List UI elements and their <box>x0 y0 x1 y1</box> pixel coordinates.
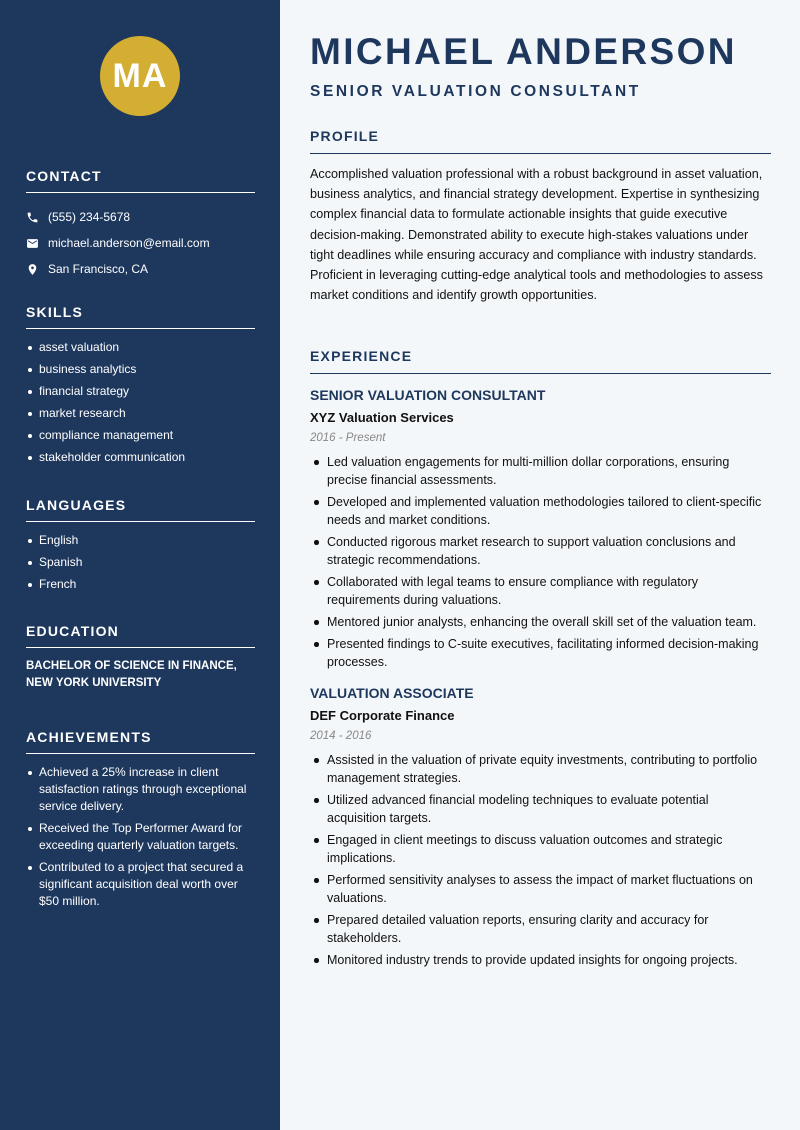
skill-item: asset valuation <box>26 339 255 356</box>
education-degree: BACHELOR OF SCIENCE IN FINANCE, NEW YORK UNIVERSITY <box>26 660 237 689</box>
language-item: English <box>26 532 255 549</box>
job-dates: 2016 - Present <box>310 432 386 444</box>
email-text: michael.anderson@email.com <box>48 236 210 250</box>
skill-item: business analytics <box>26 361 255 378</box>
achievement-item: Contributed to a project that secured a significant acquisition deal worth over $50 million. <box>26 859 255 910</box>
experience-section <box>310 348 771 973</box>
job-dates: 2014 - 2016 <box>310 730 372 742</box>
job-bullet: Mentored junior analysts, enhancing the overall skill set of the valuation team. <box>310 613 771 631</box>
job-bullet: Monitored industry trends to provide updated insights for ongoing projects. <box>310 951 771 969</box>
achievement-item: Achieved a 25% increase in client satisfaction ratings through exceptional service delivery. <box>26 764 255 815</box>
education-heading: EDUCATION <box>26 623 255 648</box>
sidebar <box>0 0 280 1130</box>
job-bullet: Developed and implemented valuation methodologies tailored to client-specific needs and market conditions. <box>310 493 771 529</box>
job-entry <box>310 685 771 969</box>
job-bullet: Conducted rigorous market research to support valuation conclusions and strategic recommendations. <box>310 533 771 569</box>
languages-heading: LANGUAGES <box>26 497 255 522</box>
job-bullet: Presented findings to C-suite executives, facilitating informed decision-making processes. <box>310 635 771 671</box>
contact-email <box>26 230 255 256</box>
candidate-title: SENIOR VALUATION CONSULTANT <box>310 83 641 100</box>
skill-item: compliance management <box>26 427 255 444</box>
job-bullet: Collaborated with legal teams to ensure compliance with regulatory requirements during valuations. <box>310 573 771 609</box>
job-bullets <box>310 751 771 969</box>
job-bullets <box>310 453 771 671</box>
profile-section <box>310 128 771 305</box>
achievements-heading: ACHIEVEMENTS <box>26 729 255 754</box>
email-icon <box>26 237 39 250</box>
job-bullet: Prepared detailed valuation reports, ensuring clarity and accuracy for stakeholders. <box>310 911 771 947</box>
phone-text: (555) 234-5678 <box>48 210 131 224</box>
skills-heading: SKILLS <box>26 304 255 329</box>
skills-section <box>26 304 255 471</box>
job-title: VALUATION ASSOCIATE <box>310 685 474 701</box>
job-title: SENIOR VALUATION CONSULTANT <box>310 387 546 403</box>
profile-heading: PROFILE <box>310 128 771 154</box>
job-bullet: Performed sensitivity analyses to assess the impact of market fluctuations on valuations. <box>310 871 771 907</box>
candidate-name: MICHAEL ANDERSON <box>310 31 737 72</box>
achievements-list <box>26 764 255 910</box>
job-bullet: Utilized advanced financial modeling techniques to evaluate potential acquisition targets. <box>310 791 771 827</box>
language-item: French <box>26 576 255 593</box>
education-section <box>26 623 255 692</box>
contact-heading: CONTACT <box>26 168 255 193</box>
skill-item: financial strategy <box>26 383 255 400</box>
company-name: DEF Corporate Finance <box>310 708 455 723</box>
achievements-section <box>26 729 255 915</box>
avatar: MA <box>100 36 180 116</box>
languages-section <box>26 497 255 598</box>
skill-item: market research <box>26 405 255 422</box>
location-pin-icon <box>26 263 39 276</box>
contact-location <box>26 256 255 282</box>
job-entry <box>310 387 771 671</box>
skill-item: stakeholder communication <box>26 449 255 466</box>
experience-heading: EXPERIENCE <box>310 348 771 374</box>
skills-list <box>26 339 255 466</box>
achievement-item: Received the Top Performer Award for exceeding quarterly valuation targets. <box>26 820 255 854</box>
languages-list <box>26 532 255 593</box>
job-bullet: Assisted in the valuation of private equity investments, contributing to portfolio management strategies. <box>310 751 771 787</box>
profile-text: Accomplished valuation professional with a robust background in asset valuation, business analytics, and financial strategy development. Expertise in synthesizing complex financial data to formulate actionable insights that guide executive decision-making. Demonstrated ability to execute high-stakes valuations under tight deadlines while ensuring accuracy and compliance with industry standards. Proficient in leveraging cutting-edge analytical tools and methodologies to assess market conditions and identify growth opportunities. <box>310 167 763 303</box>
company-name: XYZ Valuation Services <box>310 410 454 425</box>
job-bullet: Led valuation engagements for multi-million dollar corporations, ensuring precise financial assessments. <box>310 453 771 489</box>
contact-phone <box>26 204 255 230</box>
language-item: Spanish <box>26 554 255 571</box>
contact-section <box>26 168 255 282</box>
location-text: San Francisco, CA <box>48 262 149 276</box>
phone-icon <box>26 211 39 224</box>
job-bullet: Engaged in client meetings to discuss valuation outcomes and strategic implications. <box>310 831 771 867</box>
